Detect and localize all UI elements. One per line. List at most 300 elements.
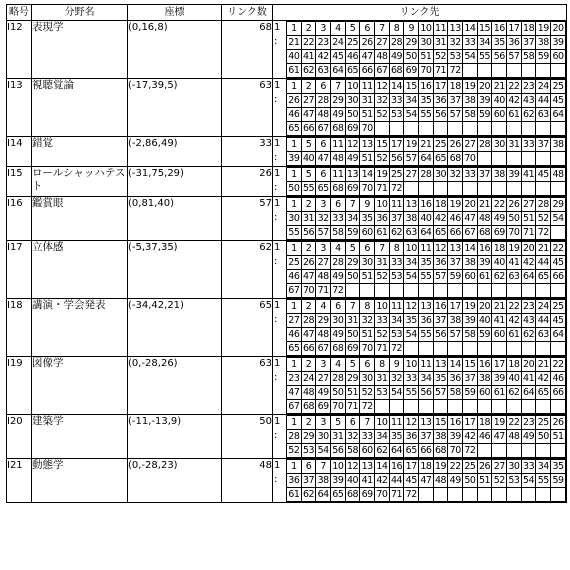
- link-number: [507, 152, 522, 166]
- link-number: 49: [493, 213, 505, 224]
- link-number: 64: [317, 489, 329, 500]
- link-number: 37: [435, 315, 447, 326]
- links-cell: [273, 357, 567, 415]
- link-number: [492, 152, 507, 166]
- link-number: 25: [346, 37, 359, 48]
- link-number-row: [287, 284, 566, 298]
- link-number: 16: [420, 199, 432, 210]
- link-prefix: 1 :: [274, 358, 281, 383]
- links-cell: [273, 137, 567, 167]
- link-number: 70: [464, 153, 476, 164]
- link-number: 6: [316, 168, 331, 182]
- link-number: 36: [405, 431, 417, 442]
- link-number: [375, 284, 390, 298]
- link-number: 37: [523, 37, 535, 48]
- link-number: 7: [345, 300, 360, 314]
- link-number: [551, 182, 566, 196]
- link-number: 28: [288, 431, 300, 442]
- link-number: 11: [361, 81, 373, 92]
- link-number: 50: [346, 329, 359, 340]
- link-number: 28: [479, 139, 491, 150]
- link-number: [448, 284, 463, 298]
- field-name-cell: 講演・学会発表: [32, 299, 128, 357]
- link-number: 14: [376, 461, 388, 472]
- link-count-cell: 33: [222, 137, 273, 167]
- link-number: 38: [537, 37, 549, 48]
- link-number: 6: [360, 358, 375, 372]
- link-number: 2: [301, 80, 316, 94]
- link-number: [463, 342, 478, 356]
- link-number: 37: [302, 475, 315, 486]
- link-number: 26: [288, 95, 300, 106]
- link-number: 14: [449, 359, 461, 370]
- link-number: 2: [301, 416, 316, 430]
- link-number: [433, 488, 448, 502]
- link-number: 19: [508, 243, 520, 254]
- link-number: 60: [464, 271, 476, 282]
- link-number: 8: [375, 358, 390, 372]
- link-number: 24: [332, 37, 344, 48]
- link-number: 54: [405, 109, 417, 120]
- link-number: 62: [508, 387, 520, 398]
- link-number: 16: [479, 359, 491, 370]
- link-number-row: [287, 226, 566, 240]
- link-number-row: [287, 36, 566, 50]
- link-number: 59: [449, 271, 461, 282]
- link-number: 49: [449, 475, 461, 486]
- link-number: [419, 122, 434, 136]
- link-number: 47: [361, 51, 373, 62]
- link-number: 20: [479, 81, 491, 92]
- link-number: 19: [449, 199, 461, 210]
- link-number: 1: [287, 300, 302, 314]
- link-number: 15: [376, 139, 388, 150]
- link-number: 50: [508, 213, 520, 224]
- link-number: 49: [346, 153, 359, 164]
- link-number: 54: [464, 51, 476, 62]
- link-number: 46: [288, 271, 300, 282]
- link-number: 34: [405, 257, 417, 268]
- link-number: 37: [449, 95, 461, 106]
- link-number: 16: [390, 461, 403, 472]
- link-number: 36: [508, 37, 520, 48]
- coordinate-cell: (-5,37,35): [128, 241, 222, 299]
- link-number: 27: [376, 37, 388, 48]
- link-number: 37: [464, 373, 476, 384]
- link-number: 51: [523, 213, 535, 224]
- link-number: 38: [464, 95, 476, 106]
- link-number: 1: [287, 168, 302, 182]
- link-number: 5: [301, 138, 316, 152]
- link-number: 10: [405, 243, 417, 254]
- link-number: 2: [301, 242, 316, 256]
- link-number: 7: [360, 416, 375, 430]
- link-number: 19: [435, 461, 447, 472]
- link-number: [521, 152, 536, 166]
- link-number: 33: [523, 461, 535, 472]
- link-number: 58: [523, 51, 535, 62]
- link-number-row: [287, 198, 566, 212]
- link-number: 37: [479, 169, 491, 180]
- link-number: 66: [361, 65, 373, 76]
- link-number: 21: [420, 139, 432, 150]
- link-number: 71: [435, 65, 447, 76]
- link-number: 56: [302, 227, 315, 238]
- link-number: 70: [332, 401, 344, 412]
- link-number: 48: [508, 431, 520, 442]
- link-number: 1: [287, 80, 302, 94]
- link-number: 68: [390, 65, 403, 76]
- link-number-row: [287, 430, 566, 444]
- link-number: 35: [435, 373, 447, 384]
- field-name-cell: 錯覚: [32, 137, 128, 167]
- link-number: 3: [316, 416, 331, 430]
- link-number: 10: [332, 461, 344, 472]
- link-number: 14: [361, 169, 373, 180]
- link-number: 68: [346, 489, 359, 500]
- table-row: [7, 167, 567, 197]
- abbr-cell: I17: [7, 241, 32, 299]
- link-number-grid: [286, 167, 566, 196]
- link-number: 56: [435, 109, 447, 120]
- link-number: 64: [420, 227, 432, 238]
- link-number: 15: [464, 359, 476, 370]
- link-number-row: [287, 122, 566, 136]
- link-number: 30: [317, 431, 329, 442]
- link-number: 33: [361, 431, 373, 442]
- link-number: 9: [389, 358, 404, 372]
- link-number-grid: [286, 299, 566, 356]
- link-number: 30: [493, 139, 505, 150]
- link-number: 48: [332, 153, 344, 164]
- link-number: 29: [346, 373, 359, 384]
- link-number: 41: [523, 373, 535, 384]
- coordinate-cell: (-31,75,29): [128, 167, 222, 197]
- link-number: 32: [449, 37, 461, 48]
- header-coord: 座標: [128, 5, 222, 21]
- link-number: [477, 64, 492, 78]
- link-number: [521, 182, 536, 196]
- link-number: [492, 342, 507, 356]
- link-number: 32: [449, 169, 461, 180]
- link-number: 25: [288, 257, 300, 268]
- link-number: 50: [405, 51, 417, 62]
- link-number: [536, 152, 551, 166]
- link-number: 18: [420, 461, 432, 472]
- link-number: 27: [523, 199, 535, 210]
- link-number: 36: [435, 95, 447, 106]
- link-number: 45: [552, 315, 564, 326]
- link-table: [6, 4, 567, 503]
- link-number: [507, 284, 522, 298]
- link-number: 7: [316, 460, 331, 474]
- link-number: 51: [361, 109, 373, 120]
- link-number: 11: [332, 169, 344, 180]
- link-number: 39: [479, 95, 491, 106]
- link-number: 70: [376, 489, 388, 500]
- link-number: 8: [389, 22, 404, 36]
- link-number: 52: [376, 329, 388, 340]
- link-number: [404, 342, 419, 356]
- link-number: [345, 284, 360, 298]
- link-number: [389, 400, 404, 414]
- link-number: 25: [390, 169, 403, 180]
- link-number: 28: [332, 257, 344, 268]
- link-number: [463, 122, 478, 136]
- link-number: 43: [523, 315, 535, 326]
- link-number: 40: [346, 475, 359, 486]
- link-number: 54: [552, 213, 564, 224]
- link-table-container: [6, 4, 567, 503]
- link-number: [477, 444, 492, 458]
- link-number: 19: [537, 23, 549, 34]
- link-number: 57: [317, 227, 329, 238]
- link-number: 16: [435, 301, 447, 312]
- link-number: 40: [302, 153, 315, 164]
- link-number: 55: [288, 227, 300, 238]
- link-number: 51: [361, 329, 373, 340]
- link-number: [536, 284, 551, 298]
- link-number: 38: [464, 257, 476, 268]
- link-number: [551, 444, 566, 458]
- link-number: 30: [420, 37, 432, 48]
- link-number: 41: [493, 315, 505, 326]
- link-number: 22: [493, 199, 505, 210]
- abbr-cell: I21: [7, 459, 32, 503]
- link-number: [463, 182, 478, 196]
- link-prefix: 1 :: [274, 300, 281, 325]
- link-number: 66: [302, 123, 315, 134]
- link-number: 53: [390, 109, 403, 120]
- link-number: 9: [360, 198, 375, 212]
- link-number: 68: [332, 343, 344, 354]
- link-number: 62: [390, 227, 403, 238]
- link-number: 53: [390, 329, 403, 340]
- link-number: 47: [302, 329, 315, 340]
- link-number: 44: [537, 95, 549, 106]
- link-number: 50: [346, 271, 359, 282]
- table-row: [7, 415, 567, 459]
- link-number: 22: [508, 81, 520, 92]
- link-number: 72: [537, 227, 549, 238]
- link-number: 34: [537, 461, 549, 472]
- link-number: [477, 342, 492, 356]
- link-number: 62: [523, 329, 535, 340]
- link-number: [521, 444, 536, 458]
- link-number: 35: [420, 257, 432, 268]
- link-number: 47: [493, 431, 505, 442]
- link-number: 68: [332, 183, 344, 194]
- link-number: 56: [420, 387, 432, 398]
- link-number: 63: [537, 109, 549, 120]
- link-number: [404, 284, 419, 298]
- link-number: 52: [376, 153, 388, 164]
- link-number: 64: [332, 65, 344, 76]
- link-number: [448, 182, 463, 196]
- link-number: 55: [537, 475, 549, 486]
- link-number: 23: [523, 417, 535, 428]
- abbr-cell: I13: [7, 79, 32, 137]
- link-number: 39: [464, 315, 476, 326]
- coordinate-cell: (0,16,8): [128, 21, 222, 79]
- link-number: 12: [376, 81, 388, 92]
- link-number: 65: [332, 489, 344, 500]
- link-number: 69: [361, 489, 373, 500]
- link-number: 31: [346, 315, 359, 326]
- table-row: [7, 299, 567, 357]
- link-number: 61: [508, 329, 520, 340]
- link-number: [551, 284, 566, 298]
- link-number: 42: [508, 315, 520, 326]
- link-number: 44: [390, 475, 403, 486]
- link-number: 40: [420, 213, 432, 224]
- link-number-grid: [286, 415, 566, 458]
- link-number: [551, 400, 566, 414]
- link-number: 29: [552, 199, 564, 210]
- link-prefix: 1 :: [274, 198, 281, 223]
- coordinate-cell: (0,-28,26): [128, 357, 222, 415]
- link-number: [463, 64, 478, 78]
- link-number: 68: [332, 123, 344, 134]
- link-number: 21: [479, 199, 491, 210]
- link-number: [521, 284, 536, 298]
- link-number-row: [287, 94, 566, 108]
- link-number: 26: [552, 417, 564, 428]
- link-number: 64: [523, 271, 535, 282]
- link-number-row: [287, 358, 566, 372]
- link-number: [492, 284, 507, 298]
- link-number: 30: [346, 95, 359, 106]
- link-number: 24: [302, 373, 315, 384]
- link-number: [448, 122, 463, 136]
- link-number: 6: [331, 198, 346, 212]
- link-number: 22: [508, 301, 520, 312]
- link-number: 54: [390, 387, 403, 398]
- link-number: 27: [464, 139, 476, 150]
- link-number: 7: [375, 22, 390, 36]
- link-number: 16: [479, 243, 491, 254]
- link-number: 2: [301, 22, 316, 36]
- link-number: 24: [537, 81, 549, 92]
- link-number: [419, 342, 434, 356]
- link-number: 23: [288, 373, 300, 384]
- link-number: 47: [288, 387, 300, 398]
- link-number: 10: [420, 23, 432, 34]
- link-number: 17: [508, 23, 520, 34]
- link-number: 41: [508, 257, 520, 268]
- link-number: 69: [346, 123, 359, 134]
- link-number: 4: [331, 242, 346, 256]
- link-number: 13: [449, 243, 461, 254]
- link-number: [419, 488, 434, 502]
- field-name-cell: 建築学: [32, 415, 128, 459]
- link-number: 60: [493, 109, 505, 120]
- link-number: 11: [420, 359, 432, 370]
- link-number: [404, 122, 419, 136]
- links-cell: [273, 167, 567, 197]
- link-number: 6: [345, 416, 360, 430]
- link-number: 31: [376, 257, 388, 268]
- link-number: 71: [317, 285, 329, 296]
- link-number: 16: [449, 417, 461, 428]
- link-number: 26: [449, 139, 461, 150]
- link-number: 33: [464, 169, 476, 180]
- link-number: 17: [435, 81, 447, 92]
- link-number: [551, 226, 566, 240]
- link-number: 4: [331, 358, 346, 372]
- link-number: 33: [405, 373, 417, 384]
- link-number: 64: [390, 445, 403, 456]
- link-number: 30: [361, 257, 373, 268]
- link-number: 60: [493, 329, 505, 340]
- link-number: [507, 400, 522, 414]
- link-number: 38: [552, 139, 564, 150]
- link-number: 20: [523, 243, 535, 254]
- link-number: 3: [316, 358, 331, 372]
- link-count-cell: 62: [222, 241, 273, 299]
- link-number: 22: [302, 37, 315, 48]
- link-number: [536, 444, 551, 458]
- link-number: 28: [302, 315, 315, 326]
- link-number-row: [287, 168, 566, 182]
- link-number: 30: [332, 315, 344, 326]
- link-number: 31: [361, 95, 373, 106]
- link-number: 12: [346, 139, 359, 150]
- link-number-row: [287, 372, 566, 386]
- link-number: 30: [435, 169, 447, 180]
- link-number: 19: [464, 301, 476, 312]
- link-number: [521, 64, 536, 78]
- link-number: 72: [361, 401, 373, 412]
- link-number: 33: [523, 139, 535, 150]
- link-number: 72: [332, 285, 344, 296]
- link-number: 52: [435, 51, 447, 62]
- link-number: 37: [390, 213, 403, 224]
- link-number-row: [287, 242, 566, 256]
- link-number: 38: [405, 213, 417, 224]
- link-number: 40: [493, 257, 505, 268]
- link-number: 10: [346, 81, 359, 92]
- link-number-row: [287, 460, 566, 474]
- table-row: [7, 241, 567, 299]
- link-number: 34: [420, 373, 432, 384]
- link-number: 61: [376, 227, 388, 238]
- link-number: 52: [537, 213, 549, 224]
- link-number: 35: [493, 37, 505, 48]
- link-number: [433, 182, 448, 196]
- link-count-cell: 63: [222, 357, 273, 415]
- link-number: 72: [449, 65, 461, 76]
- link-number: 40: [493, 95, 505, 106]
- link-number-row: [287, 256, 566, 270]
- link-number: [536, 122, 551, 136]
- field-name-cell: 鑑賞眼: [32, 197, 128, 241]
- link-number: 57: [449, 109, 461, 120]
- link-number: 36: [449, 373, 461, 384]
- table-row: [7, 197, 567, 241]
- field-name-cell: ロールシャッハテスト: [32, 167, 128, 197]
- link-number: 25: [552, 81, 564, 92]
- link-number: 49: [390, 51, 403, 62]
- link-number: [433, 342, 448, 356]
- link-number: 15: [405, 81, 417, 92]
- link-number: [536, 488, 551, 502]
- link-number: 37: [537, 139, 549, 150]
- link-number: 71: [523, 227, 535, 238]
- link-number: 43: [523, 95, 535, 106]
- link-number: 10: [376, 417, 388, 428]
- link-number: 13: [405, 199, 417, 210]
